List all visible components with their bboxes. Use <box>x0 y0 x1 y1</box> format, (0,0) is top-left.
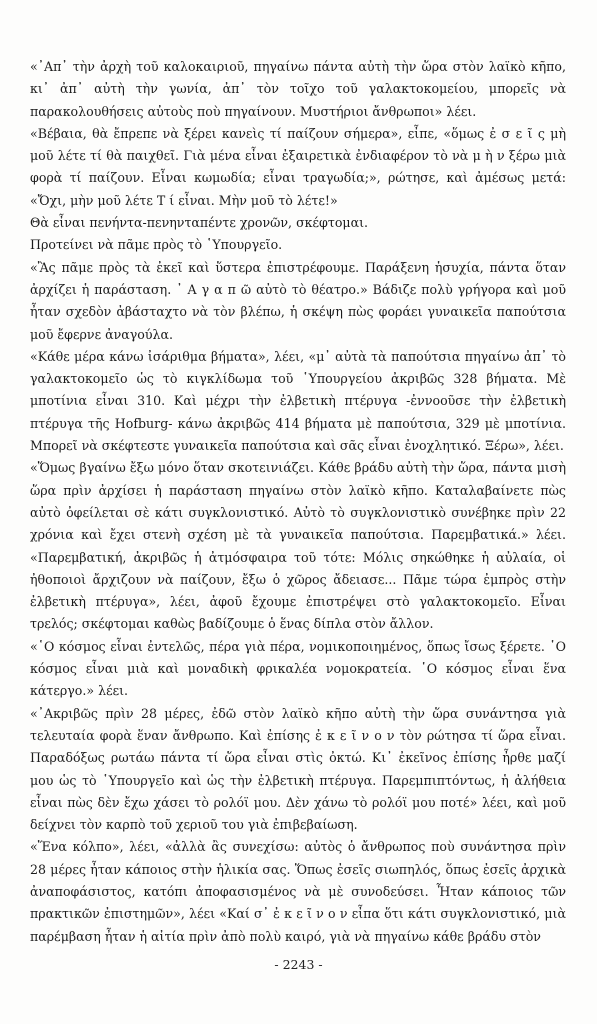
paragraph-9: «᾿Ακριβῶς πρὶν 28 μέρες, ἐδῶ στὸν λαϊκὸ κῆπο αὐτὴ τὴν ὥρα συνάντησα γιὰ τελευταία φορὰ ἕναν ἄνθρωπο. Καὶ ἐπίσης ἐ κ ε ῖ ν ο ν τὸν ρώτησα τί ὥρα εἶναι. Παραδόξως ρωτάω πάντα τί ὥρα εἶναι στὶς ὀκτώ. Κι᾿ ἐκεῖνος ἐπίσης ἦρθε μαζί μου ὡς τὸ ῾Υπουργεῖο καὶ ὡς τὴν ἐλβετικὴ πτέρυγα. Παρεμπιπτόντως, ἡ ἀλήθεια εἶναι πὼς δὲν ἔχω χάσει τὸ ρολόϊ μου. Δὲν χάνω τὸ ρολόϊ μου ποτέ» λέει, καὶ μοῦ δείχνει τὸν καρπὸ τοῦ χεριοῦ του γιὰ ἐπιβεβαίωση. <box>30 705 566 833</box>
body-text <box>30 56 566 948</box>
paragraph-3: Θὰ εἶναι πενήντα-πενηνταπέντε χρονῶν, σκέφτομαι. <box>30 215 369 231</box>
paragraph-10: «Ἕνα κόλπο», λέει, «ἀλλὰ ἂς συνεχίσω: αὐτὸς ὁ ἄνθρωπος ποὺ συνάντησα πρὶν 28 μέρες ἦταν κάποιος στὴν ἡλικία σας. Ὅπως ἐσεῖς σιωπηλός, ὅπως ἐσεῖς ἀρχικὰ ἀναποφάσιστος, κατόπι ἀποφασισμένος νὰ μὲ συνοδεύσει. Ἦταν κάποιος τῶν πρακτικῶν ἐπιστημῶν», λέει «Καί σ᾿ ἐ κ ε ῖ ν ο ν εἶπα ὅτι κάτι συγκλονιστικό, μιὰ παρέμβαση ἦταν ἡ αἰτία πρὶν ἀπὸ πολὺ καιρό, γιὰ νὰ πηγαίνω κάθε βράδυ στὸν <box>30 839 566 944</box>
paragraph-6: «Κάθε μέρα κάνω ἰσάριθμα βήματα», λέει, «μ᾿ αὐτὰ τὰ παπούτσια πηγαίνω ἀπ᾿ τὸ γαλακτοκομεῖο ὡς τὸ κιγκλίδωμα τοῦ ῾Υπουργείου ἀκριβῶς 328 βήματα. Μὲ μποτίνια εἶναι 310. Καὶ μέχρι τὴν ἐλβετικὴ πτέρυγα -ἐννοοῦσε τὴν ἐλβετικὴ πτέρυγα τῆς Hofburg- κάνω ἀκριβῶς 414 βήματα μὲ παπούτσια, 329 μὲ μποτίνια. Μπορεῖ νὰ σκέφτεστε γυναικεῖα παπούτσια καὶ σᾶς εἶναι ἐνοχλητικό. Ξέρω», λέει. <box>30 348 566 454</box>
paragraph-4: Προτείνει νὰ πᾶμε πρὸς τὸ ῾Υπουργεῖο. <box>30 237 283 253</box>
page-number: - 2243 - <box>274 957 323 972</box>
paragraph-8: «῾Ο κόσμος εἶναι ἐντελῶς, πέρα γιὰ πέρα, νομικοποιημένος, ὅπως ἴσως ξέρετε. ῾Ο κόσμος εἶναι μιὰ καὶ μοναδικὴ φρικαλέα νομοκρατεία. ῾Ο κόσμος εἶναι ἕνα κάτεργο.» λέει. <box>30 638 566 699</box>
paragraph-7: «Ὅμως βγαίνω ἔξω μόνο ὅταν σκοτεινιάζει. Κάθε βράδυ αὐτὴ τὴν ὥρα, πάντα μισὴ ὥρα πρὶν ἀρχίσει ἡ παράσταση πηγαίνω στὸν λαϊκὸ κῆπο. Καταλαβαίνετε πὼς αὐτὸ ὀφείλεται σὲ κάτι συγκλονιστικό. Αὐτὸ τὸ συγκλονιστικὸ συνέβηκε πρὶν 22 χρόνια καὶ ἔχει στενὴ σχέση μὲ τὰ γυναικεῖα παπούτσια. Παρεμβατικά.» λέει. «Παρεμβατική, ἀκριβῶς ἡ ἀτμόσφαιρα τοῦ τότε: Μόλις σηκώθηκε ἡ αὐλαία, οἱ ἠθοποιοὶ ἄρχιζουν νὰ παίζουν, ἔξω ὁ χῶρος ἄδειασε... Πᾶμε τώρα ἐμπρὸς στὴν ἐλβετικὴ πτέρυγα», λέει, ἀφοῦ ἔχουμε ἐπιστρέψει στὸ γαλακτοκομεῖο. Εἶναι τρελός; σκέφτομαι καθὼς βαδίζουμε ὁ ἕνας δίπλα στὸν ἄλλον. <box>30 460 566 632</box>
paragraph-1: «᾿Απ᾿ τὴν ἀρχὴ τοῦ καλοκαιριοῦ, πηγαίνω πάντα αὐτὴ τὴν ὥρα στὸν λαϊκὸ κῆπο, κι᾿ ἀπ᾿ αὐτὴ τὴν γωνία, ἀπ᾿ τὸν τοῖχο τοῦ γαλακτοκομείου, μπορεῖς νὰ παρακολουθήσεις αὐτοὺς ποὺ πηγαίνουν. Μυστήριοι ἄνθρωποι» λέει. <box>30 59 566 119</box>
paragraph-5: «Ἂς πᾶμε πρὸς τὰ ἐκεῖ καὶ ὕστερα ἐπιστρέφουμε. Παράξενη ἡσυχία, πάντα ὅταν ἀρχίζει ἡ παράσταση. ᾿ Α γ α π ῶ αὐτὸ τὸ θέατρο.» Βάδιζε πολὺ γρήγορα καὶ μοῦ ἦταν σχεδὸν ἀβάσταχτο νὰ τὸν βλέπω, ἡ σκέψη πὼς φοράει γυναικεῖα παπούτσια μοῦ ἔφερνε ἀναγούλα. <box>30 259 566 342</box>
paragraph-2: «Βέβαια, θὰ ἔπρεπε νὰ ξέρει κανεὶς τί παίζουν σήμερα», εἶπε, «ὅμως ἐ σ ε ῖ ς μὴ μοῦ λέτε τί θὰ παιχθεῖ. Γιὰ μένα εἶναι ἐξαιρετικὰ ἐνδιαφέρον τὸ νὰ μ ὴ ν ξέρω μιὰ φορὰ τί παίζουν. Εἶναι κωμωδία; εἶναι τραγωδία;», ρώτησε, καὶ ἀμέσως μετά: «Ὄχι, μὴν μοῦ λέτε Τ ί εἶναι. Μὴν μοῦ τὸ λέτε!» <box>30 125 566 208</box>
